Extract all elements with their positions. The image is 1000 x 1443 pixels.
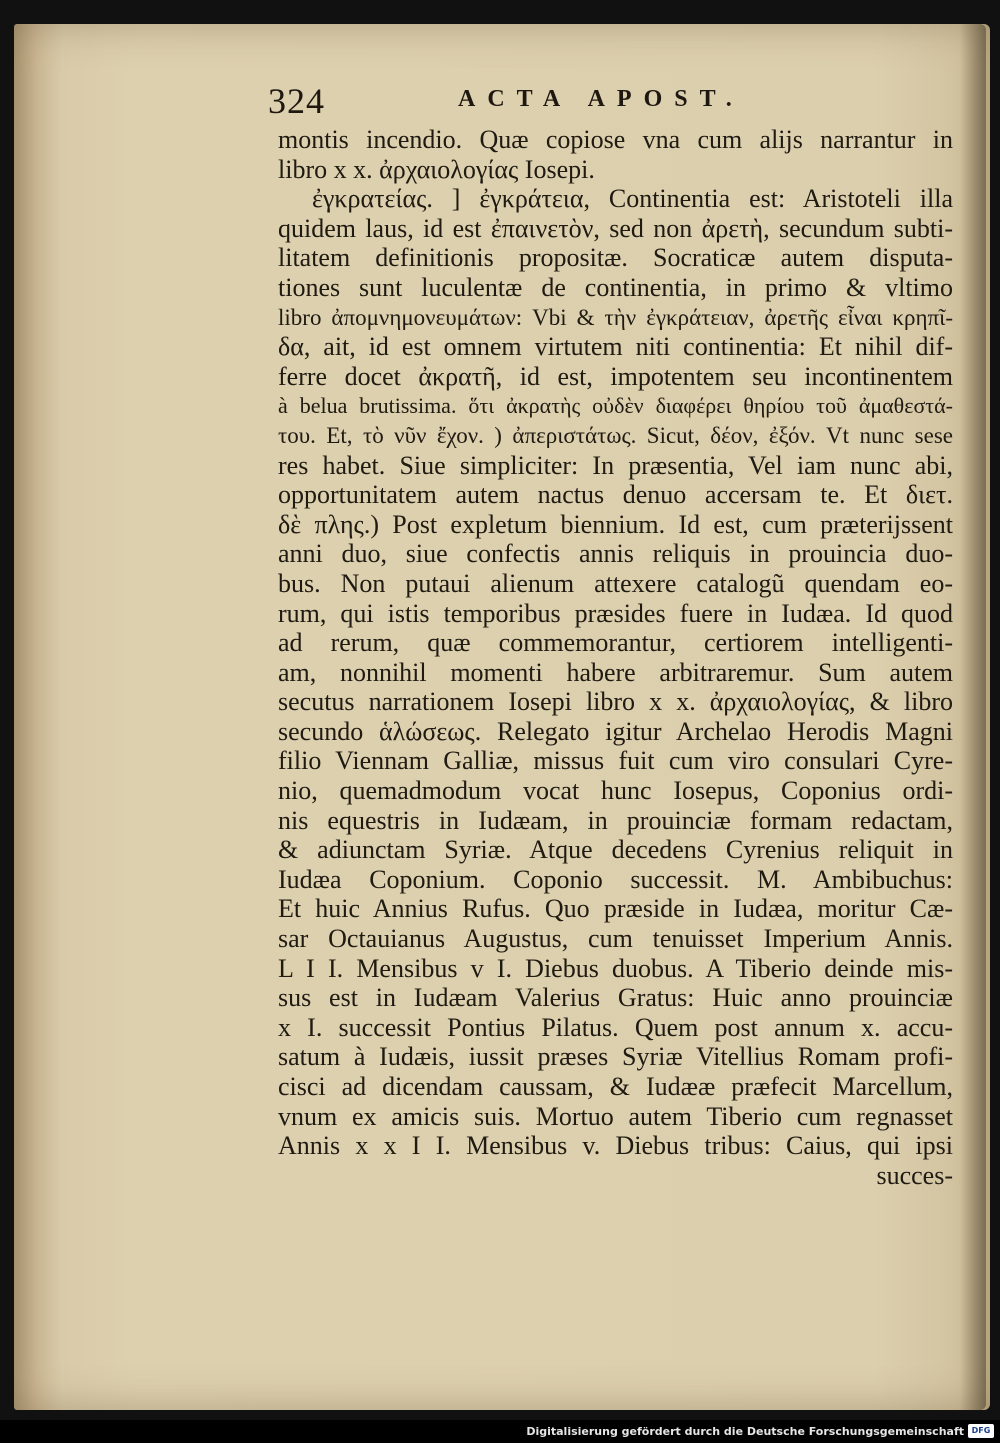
- text-line: ἐγκρατείας. ] ἐγκράτεια, Continentia est: Aristoteli illa: [312, 184, 953, 214]
- text-line: δα, ait, id est omnem virtutem niti continentia: Et nihil dif-: [278, 332, 953, 362]
- text-line: satum à Iudæis, iussit præses Syriæ Vitellius Romam profi-: [278, 1042, 953, 1072]
- text-line: secutus narrationem Iosepi libro x x. ἀρχαιολογίας, & libro: [278, 687, 953, 717]
- text-line: tiones sunt luculentæ de continentia, in primo & vltimo: [278, 272, 953, 302]
- text-line: cisci ad dicendam caussam, & Iudææ præfecit Marcellum,: [278, 1072, 953, 1101]
- text-line: quidem laus, id est ἐπαινετὸν, sed non ἀρετὴ, secundum subti-: [278, 213, 953, 243]
- text-line: sar Octauianus Augustus, cum tenuisset Imperium Annis.: [278, 924, 953, 954]
- text-line: libro ἀπομνημονευμάτων: Vbi & τὴν ἐγκράτειαν, ἀρετῆς εἶναι κρηπῖ-: [278, 304, 953, 330]
- text-line: rum, qui istis temporibus præsides fuere in Iudæa. Id quod: [278, 598, 953, 628]
- page-header: [268, 80, 968, 120]
- text-line: à belua brutissima. ὅτι ἀκρατὴς οὐδὲν διαφέρει θηρίου τοῦ ἀμαθεστά-: [278, 393, 953, 419]
- text-line: filio Viennam Galliæ, missus fuit cum viro consulari Cyre-: [278, 746, 953, 776]
- text-line: Iudæa Coponium. Coponio successit. M. Ambibuchus:: [278, 864, 953, 894]
- text-line: Et huic Annius Rufus. Quo præside in Iudæa, moritur Cæ-: [278, 894, 953, 924]
- body-text: [278, 125, 953, 1190]
- text-line: anni duo, siue confectis annis reliquis in prouincia duo-: [278, 539, 953, 569]
- running-head: ACTA APOST.: [458, 86, 744, 112]
- text-line: sus est in Iudæam Valerius Gratus: Huic anno prouinciæ: [278, 983, 953, 1013]
- text-line: & adiunctam Syriæ. Atque decedens Cyrenius reliquit in: [278, 835, 953, 865]
- text-line: του. Et, τὸ νῦν ἔχον. ) ἀπεριστάτως. Sicut, δέον, ἐξόν. Vt nunc sese: [278, 422, 953, 448]
- text-line: montis incendio. Quæ copiose vna cum alijs narrantur in: [278, 125, 953, 154]
- text-line: nio, quemadmodum vocat hunc Iosepus, Coponius ordi-: [278, 776, 953, 806]
- text-line: libro x x. ἀρχαιολογίας Iosepi.: [278, 154, 595, 184]
- text-line: vnum ex amicis suis. Mortuo autem Tiberio cum regnasset: [278, 1101, 953, 1131]
- page-edge-shadow: [960, 24, 986, 1410]
- dfg-logo: DFG: [968, 1424, 994, 1438]
- catchword: succes-: [876, 1160, 953, 1190]
- text-line: Annis x x I I. Mensibus v. Diebus tribus: Caius, qui ipsi: [278, 1131, 953, 1161]
- text-line: secundo ἁλώσεως. Relegato igitur Archelao Herodis Magni: [278, 716, 953, 746]
- text-line: ferre docet ἀκρατῆ, id est, impotentem seu incontinentem: [278, 361, 953, 391]
- text-line: am, nonnihil momenti habere arbitraremur. Sum autem: [278, 657, 953, 687]
- text-line: bus. Non putaui alienum attexere catalogũ quendam eo-: [278, 568, 953, 598]
- text-line: opportunitatem autem nactus denuo accersam te. Et διετ.: [278, 480, 953, 510]
- text-line: ad rerum, quæ commemorantur, certiorem intelligenti-: [278, 628, 953, 658]
- text-line: L I I. Mensibus v I. Diebus duobus. A Tiberio deinde mis-: [278, 953, 953, 983]
- page-number: 324: [268, 81, 325, 121]
- text-line: nis equestris in Iudæam, in prouinciæ formam redactam,: [278, 805, 953, 835]
- text-line: δὲ πλης.) Post expletum biennium. Id est, cum præterijssent: [278, 509, 953, 539]
- text-line: x I. successit Pontius Pilatus. Quem post annum x. accu-: [278, 1012, 953, 1042]
- text-line: res habet. Siue simpliciter: In præsentia, Vel iam nunc abi,: [278, 450, 953, 480]
- text-line: litatem definitionis propositæ. Socraticæ autem disputa-: [278, 243, 953, 273]
- funding-notice: Digitalisierung gefördert durch die Deutsche Forschungsgemeinschaft: [526, 1425, 964, 1438]
- footer-bar: [0, 1420, 1000, 1443]
